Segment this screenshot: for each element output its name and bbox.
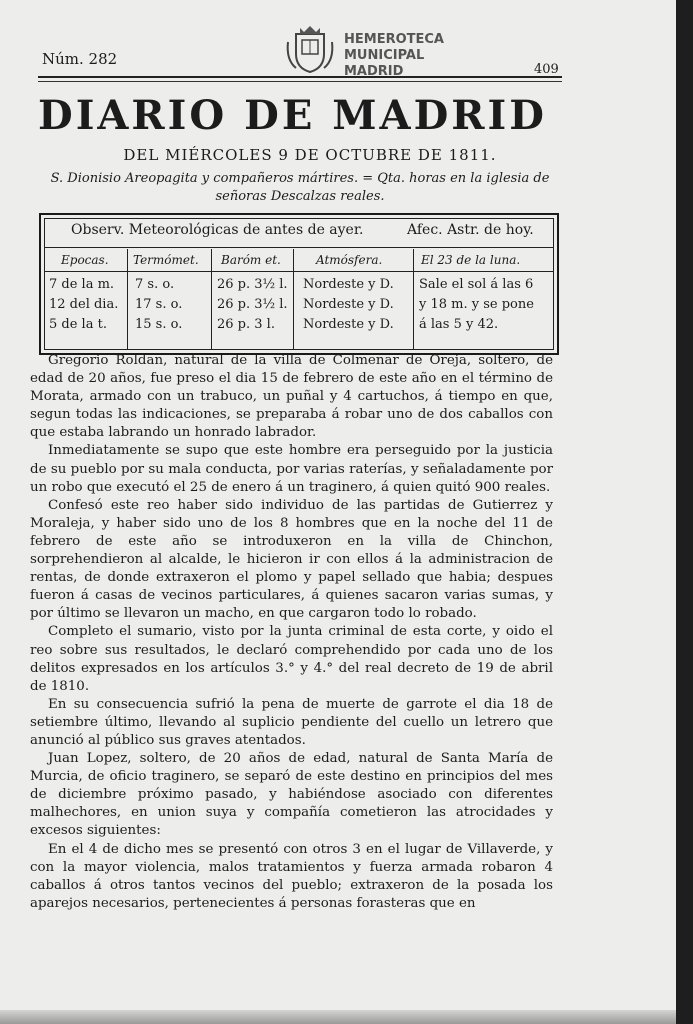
stamp-line: MUNICIPAL: [344, 48, 425, 63]
header-epocas: Epocas.: [61, 253, 109, 267]
column-divider: [293, 249, 294, 349]
barometro-cell: 26 p. 3½ l.: [217, 277, 288, 292]
table-divider: [45, 271, 553, 272]
header-barometro: Baróm et.: [221, 253, 281, 267]
saints-of-the-day: S. Dionisio Areopagita y compañeros mártires. = Qta. horas en la iglesia de señoras Descalzas reales.: [50, 171, 550, 204]
hemeroteca-stamp-text: [344, 32, 444, 80]
atmosfera-cell: Nordeste y D.: [303, 317, 394, 332]
atmosfera-cell: Nordeste y D.: [303, 277, 394, 292]
weather-table: [39, 213, 559, 355]
article-paragraph: Gregorio Roldan, natural de la villa de Colmenar de Oreja, soltero, de edad de 20 años, fue preso el dia 15 de febrero de este año en el término de Morata, armado con un trabuco, un puñal y 4 cartuchos, á tiempo en que, segun todas las indicaciones, se preparaba á robar uno de dos caballos con que estaba labrando un honrado labrador.: [30, 353, 553, 441]
atmosfera-cell: Nordeste y D.: [303, 297, 394, 312]
page-number: 409: [534, 62, 559, 77]
masthead-title: DIARIO DE MADRID: [38, 92, 547, 139]
epoca-cell: 12 del dia.: [49, 297, 119, 312]
astro-title: Afec. Astr. de hoy.: [407, 222, 534, 238]
article-paragraph: Confesó este reo haber sido individuo de las partidas de Gutierrez y Moraleja, y haber sido uno de los 8 hombres que en la noche del 11 de febrero de este año se introduxeron en la villa de Chinchon, sorprehendieron al alcalde, le hicieron ir con ellos á la administracion de rentas, de donde extraxeron el plomo y papel sellado que habia; despues fueron á casas de vecinos particulares, á quienes sacaron varias sumas, y por último se llevaron un macho, en que cargaron todo lo robado.: [30, 497, 553, 622]
stamp-line: HEMEROTECA: [344, 32, 444, 47]
termometro-cell: 7 s. o.: [135, 277, 175, 292]
coat-of-arms-stamp: [282, 20, 338, 76]
header-rule: [38, 76, 562, 78]
book-spine-shadow: [676, 0, 693, 1024]
astro-line: y 18 m. y se pone: [419, 297, 534, 312]
header-luna: El 23 de la luna.: [421, 253, 521, 267]
barometro-cell: 26 p. 3½ l.: [217, 297, 288, 312]
column-divider: [211, 249, 212, 349]
header-rule-thin: [38, 81, 562, 82]
column-divider: [413, 249, 414, 349]
article-paragraph: Juan Lopez, soltero, de 20 años de edad, natural de Santa María de Murcia, de oficio traginero, se separó de este destino en principios del mes de diciembre próximo pasado, y habiéndose asociado con diferentes malhechores, en union suya y compañía cometieron las atrocidades y excesos siguientes:: [30, 751, 553, 839]
epoca-cell: 7 de la m.: [49, 277, 115, 292]
article-paragraph: Inmediatamente se supo que este hombre era perseguido por la justicia de su pueblo por su mala conducta, por varias raterías, y señaladamente por un robo que executó el 25 de enero á un traginero, á quien quitó 900 reales.: [30, 443, 553, 495]
epoca-cell: 5 de la t.: [49, 317, 107, 332]
page-bottom-edge: [0, 1010, 676, 1024]
table-divider: [45, 247, 553, 248]
astro-line: á las 5 y 42.: [419, 317, 499, 332]
article-body: [30, 352, 553, 913]
termometro-cell: 15 s. o.: [135, 317, 183, 332]
barometro-cell: 26 p. 3 l.: [217, 317, 275, 332]
stamp-line: MADRID: [344, 64, 404, 79]
issue-number: Núm. 282: [42, 50, 118, 68]
article-paragraph: En el 4 de dicho mes se presentó con otros 3 en el lugar de Villaverde, y con la mayor violencia, malos tratamientos y fuerza armada robaron 4 caballos á otros tantos vecinos del pueblo; extraxeron de la posada los aparejos necesarios, pertenecientes á personas forasteras que en: [30, 841, 553, 911]
article-paragraph: En su consecuencia sufrió la pena de muerte de garrote el dia 18 de setiembre último, llevando al suplicio pendiente del cuello un letrero que anunció al público sus graves atentados.: [30, 696, 553, 748]
weather-title: Observ. Meteorológicas de antes de ayer.: [71, 222, 364, 238]
astro-line: Sale el sol á las 6: [419, 277, 534, 292]
column-divider: [127, 249, 128, 349]
header-atmosfera: Atmósfera.: [316, 253, 383, 267]
header-termometro: Termómet.: [133, 253, 199, 267]
termometro-cell: 17 s. o.: [135, 297, 183, 312]
article-paragraph: Completo el sumario, visto por la junta criminal de esta corte, y oido el reo sobre sus resultados, le declaró comprehendido por cada uno de los delitos expresados en los artículos 3.° y 4.° del real decreto de 19 de abril de 1810.: [30, 624, 553, 694]
dateline: DEL MIÉRCOLES 9 DE OCTUBRE DE 1811.: [123, 146, 497, 164]
